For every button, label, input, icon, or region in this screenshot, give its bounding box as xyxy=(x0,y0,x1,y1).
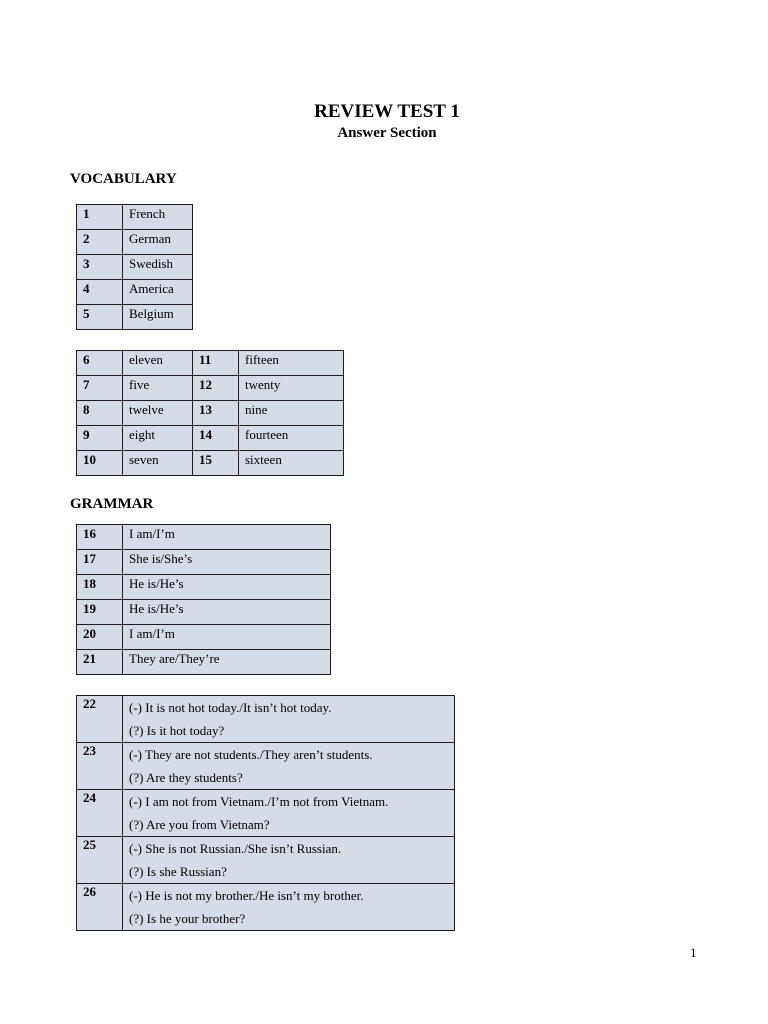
answer-cell xyxy=(123,837,455,884)
negative-sentence: (-) They are not students./They aren’t students. xyxy=(129,747,373,762)
item-number: 20 xyxy=(77,625,123,650)
answer-cell: fourteen xyxy=(239,426,344,451)
answer-cell: nine xyxy=(239,401,344,426)
answer-cell: eight xyxy=(123,426,193,451)
answer-cell: eleven xyxy=(123,351,193,376)
item-number: 19 xyxy=(77,600,123,625)
table-row xyxy=(77,600,331,625)
answer-cell: Swedish xyxy=(123,255,193,280)
table-row xyxy=(77,625,331,650)
item-number: 14 xyxy=(193,426,239,451)
table-row xyxy=(77,837,455,884)
answer-cell xyxy=(123,884,455,931)
grammar-table-negatives-questions xyxy=(76,695,455,931)
table-row xyxy=(77,575,331,600)
negative-sentence: (-) It is not hot today./It isn’t hot today. xyxy=(129,700,332,715)
answer-cell: Belgium xyxy=(123,305,193,330)
table-row xyxy=(77,451,344,476)
negative-sentence: (-) She is not Russian./She isn’t Russian. xyxy=(129,841,342,856)
table-row xyxy=(77,305,193,330)
page-title: REVIEW TEST 1 xyxy=(314,101,460,122)
question-sentence: (?) Is she Russian? xyxy=(129,864,227,879)
negative-sentence: (-) I am not from Vietnam./I’m not from Vietnam. xyxy=(129,794,389,809)
item-number: 5 xyxy=(77,305,123,330)
table-row xyxy=(77,401,344,426)
item-number: 15 xyxy=(193,451,239,476)
answer-cell: I am/I’m xyxy=(123,625,331,650)
item-number: 8 xyxy=(77,401,123,426)
grammar-table-short-forms xyxy=(76,524,331,675)
question-sentence: (?) Is he your brother? xyxy=(129,911,246,926)
question-sentence: (?) Are they students? xyxy=(129,770,243,785)
answer-cell: seven xyxy=(123,451,193,476)
table-row xyxy=(77,351,344,376)
vocabulary-table-countries xyxy=(76,204,193,330)
answer-cell xyxy=(123,790,455,837)
item-number: 7 xyxy=(77,376,123,401)
negative-sentence: (-) He is not my brother./He isn’t my brother. xyxy=(129,888,364,903)
item-number: 22 xyxy=(77,696,123,743)
answer-cell: fifteen xyxy=(239,351,344,376)
table-row xyxy=(77,280,193,305)
answer-cell: He is/He’s xyxy=(123,600,331,625)
item-number: 17 xyxy=(77,550,123,575)
answer-cell: five xyxy=(123,376,193,401)
item-number: 26 xyxy=(77,884,123,931)
item-number: 11 xyxy=(193,351,239,376)
item-number: 2 xyxy=(77,230,123,255)
answer-cell xyxy=(123,743,455,790)
item-number: 24 xyxy=(77,790,123,837)
answer-cell: He is/He’s xyxy=(123,575,331,600)
answer-cell: America xyxy=(123,280,193,305)
item-number: 23 xyxy=(77,743,123,790)
table-row xyxy=(77,255,193,280)
table-row xyxy=(77,205,193,230)
table-row xyxy=(77,550,331,575)
answer-cell: twelve xyxy=(123,401,193,426)
table-row xyxy=(77,743,455,790)
item-number: 4 xyxy=(77,280,123,305)
table-row xyxy=(77,650,331,675)
answer-cell: French xyxy=(123,205,193,230)
answer-cell: German xyxy=(123,230,193,255)
item-number: 25 xyxy=(77,837,123,884)
item-number: 10 xyxy=(77,451,123,476)
item-number: 9 xyxy=(77,426,123,451)
table-row xyxy=(77,790,455,837)
answer-cell: She is/She’s xyxy=(123,550,331,575)
item-number: 6 xyxy=(77,351,123,376)
page-subtitle: Answer Section xyxy=(337,125,437,141)
table-row xyxy=(77,376,344,401)
question-sentence: (?) Are you from Vietnam? xyxy=(129,817,270,832)
table-row xyxy=(77,884,455,931)
item-number: 13 xyxy=(193,401,239,426)
table-row xyxy=(77,426,344,451)
vocabulary-table-numbers xyxy=(76,350,344,476)
item-number: 18 xyxy=(77,575,123,600)
grammar-heading: GRAMMAR xyxy=(70,496,154,512)
answer-cell: sixteen xyxy=(239,451,344,476)
answer-cell: They are/They’re xyxy=(123,650,331,675)
item-number: 21 xyxy=(77,650,123,675)
answer-cell: twenty xyxy=(239,376,344,401)
question-sentence: (?) Is it hot today? xyxy=(129,723,225,738)
page-number: 1 xyxy=(690,945,697,960)
vocabulary-heading: VOCABULARY xyxy=(70,171,177,187)
table-row xyxy=(77,230,193,255)
item-number: 16 xyxy=(77,525,123,550)
answer-cell xyxy=(123,696,455,743)
answer-cell: I am/I’m xyxy=(123,525,331,550)
item-number: 1 xyxy=(77,205,123,230)
item-number: 12 xyxy=(193,376,239,401)
item-number: 3 xyxy=(77,255,123,280)
table-row xyxy=(77,525,331,550)
table-row xyxy=(77,696,455,743)
